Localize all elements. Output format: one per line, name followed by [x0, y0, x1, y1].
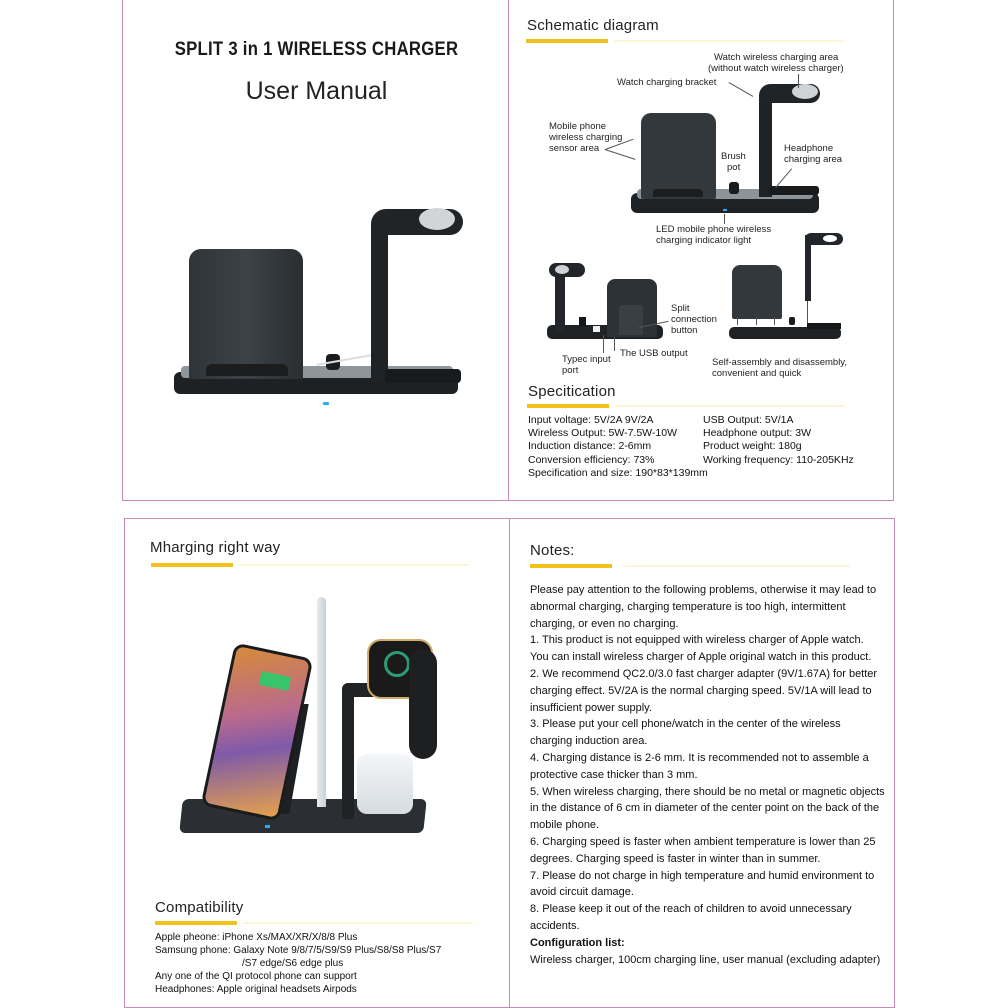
label-watch-area-note: (without watch wireless charger) [708, 63, 844, 74]
note-item: 1. This product is not equipped with wireless charger of Apple watch. You can install wireless charger of Apple original watch in this product. [530, 634, 872, 664]
page-schematic [508, 0, 894, 501]
spec-conversion-efficiency: Conversion efficiency: 73% [528, 454, 655, 466]
label-phone-area: Mobile phone [549, 121, 607, 132]
note-item: 8. Please keep it out of the reach of children to avoid unnecessary accidents. [530, 903, 852, 932]
page-cover [122, 0, 509, 501]
note-item: 3. Please put your cell phone/watch in the center of the wireless charging induction area. [530, 718, 841, 748]
notes-intro: Please pay attention to the following problems, otherwise it may lead to abnormal charging, charging temperature is too high, intermittent charging, or even no charging. [530, 584, 877, 630]
heading-underline [155, 921, 475, 925]
phone-icon [201, 642, 314, 821]
notes-body [530, 582, 885, 968]
manual-subtitle: User Manual [245, 77, 388, 105]
note-item: 4. Charging distance is 2-6 mm. It is recommended not to assemble a protective case thicker than 3 mm. [530, 751, 869, 781]
notes-heading: Notes: [530, 542, 575, 559]
heading-underline [527, 404, 847, 408]
compat-headphones: Headphones: Apple original headsets Airpods [155, 984, 357, 995]
spec-induction-distance: Induction distance: 2-6mm [528, 440, 652, 452]
specification-heading: Specitication [528, 383, 616, 400]
heading-underline [530, 564, 850, 568]
label-watch-area: Watch wireless charging area [714, 52, 839, 63]
note-item: 6. Charging speed is faster when ambient temperature is lower than 25 degrees. Charging speed is faster in winter than in summer. [530, 835, 876, 865]
compat-apple: Apple pheone: iPhone Xs/MAX/XR/X/8/8 Plus [155, 932, 358, 943]
spec-product-weight: Product weight: 180g [703, 440, 802, 452]
schematic-heading: Schematic diagram [527, 17, 659, 34]
schematic-drawing-assembly [729, 231, 849, 341]
watch-pad-icon [419, 208, 455, 230]
spec-wireless-output: Wireless Output: 5W-7.5W-10W [528, 427, 677, 439]
compat-samsung-cont: /S7 edge/S6 edge plus [242, 958, 344, 969]
label-split-button: Split [671, 303, 690, 314]
charging-way-heading: Mharging right way [150, 539, 281, 556]
spec-working-frequency: Working frequency: 110-205KHz [703, 454, 854, 466]
label-assembly-2: convenient and quick [712, 368, 802, 379]
config-list-heading: Configuration list: [530, 936, 625, 949]
label-assembly: Self-assembly and disassembly, [712, 357, 847, 368]
led-indicator-icon [323, 402, 329, 405]
spec-headphone-output: Headphone output: 3W [703, 427, 811, 439]
compatibility-heading: Compatibility [155, 899, 244, 916]
compat-samsung: Samsung phone: Galaxy Note 9/8/7/5/S9/S9 Plus/S8/S8 Plus/S7 [155, 945, 442, 956]
label-headphone-area: Headphone [784, 143, 834, 154]
note-item: 7. Please do not charge in high temperature and humid environment to avoid circuit damage. [530, 869, 875, 899]
label-usb-output: The USB output [620, 348, 688, 359]
label-typec-port: Typec input [562, 354, 611, 365]
heading-underline [526, 39, 846, 43]
heading-underline [151, 563, 471, 567]
label-phone-area-3: sensor area [549, 143, 600, 154]
product-photo [171, 204, 461, 414]
label-brush-pot: Brush [721, 151, 746, 162]
note-item: 2. We recommend QC2.0/3.0 fast charger adapter (9V/1.67A) for better charging effect. 5V/2A is the normal charging speed. 5V/1A will lead to insufficient power supply. [530, 667, 878, 714]
spec-input-voltage: Input voltage: 5V/2A 9V/2A [528, 414, 654, 426]
note-item: 5. When wireless charging, there should be no metal or magnetic objects in the distance of 6 cm in diameter of the center point on the back of the mobile phone. [530, 785, 885, 832]
spec-size: Specification and size: 190*83*139mm [528, 467, 708, 479]
product-in-use-photo [177, 589, 437, 859]
label-split-button-2: connection [671, 314, 717, 325]
label-watch-bracket: Watch charging bracket [617, 77, 717, 88]
label-brush-pot-2: pot [727, 162, 741, 173]
page-charging-way [124, 518, 511, 1008]
page-notes [509, 518, 895, 1008]
airpods-case-icon [357, 754, 413, 814]
manual-title: SPLIT 3 in 1 WIRELESS CHARGER [174, 39, 459, 60]
label-led-2: charging indicator light [656, 235, 752, 246]
spec-usb-output: USB Output: 5V/1A [703, 414, 794, 426]
label-typec-port-2: port [562, 365, 579, 376]
label-led: LED mobile phone wireless [656, 224, 772, 235]
label-headphone-area-2: charging area [784, 154, 843, 165]
label-phone-area-2: wireless charging [549, 132, 623, 143]
config-list-text: Wireless charger, 100cm charging line, user manual (excluding adapter) [530, 953, 881, 966]
schematic-drawing-back [547, 261, 665, 345]
compat-qi: Any one of the QI protocol phone can support [155, 971, 357, 982]
label-split-button-3: button [671, 325, 698, 336]
